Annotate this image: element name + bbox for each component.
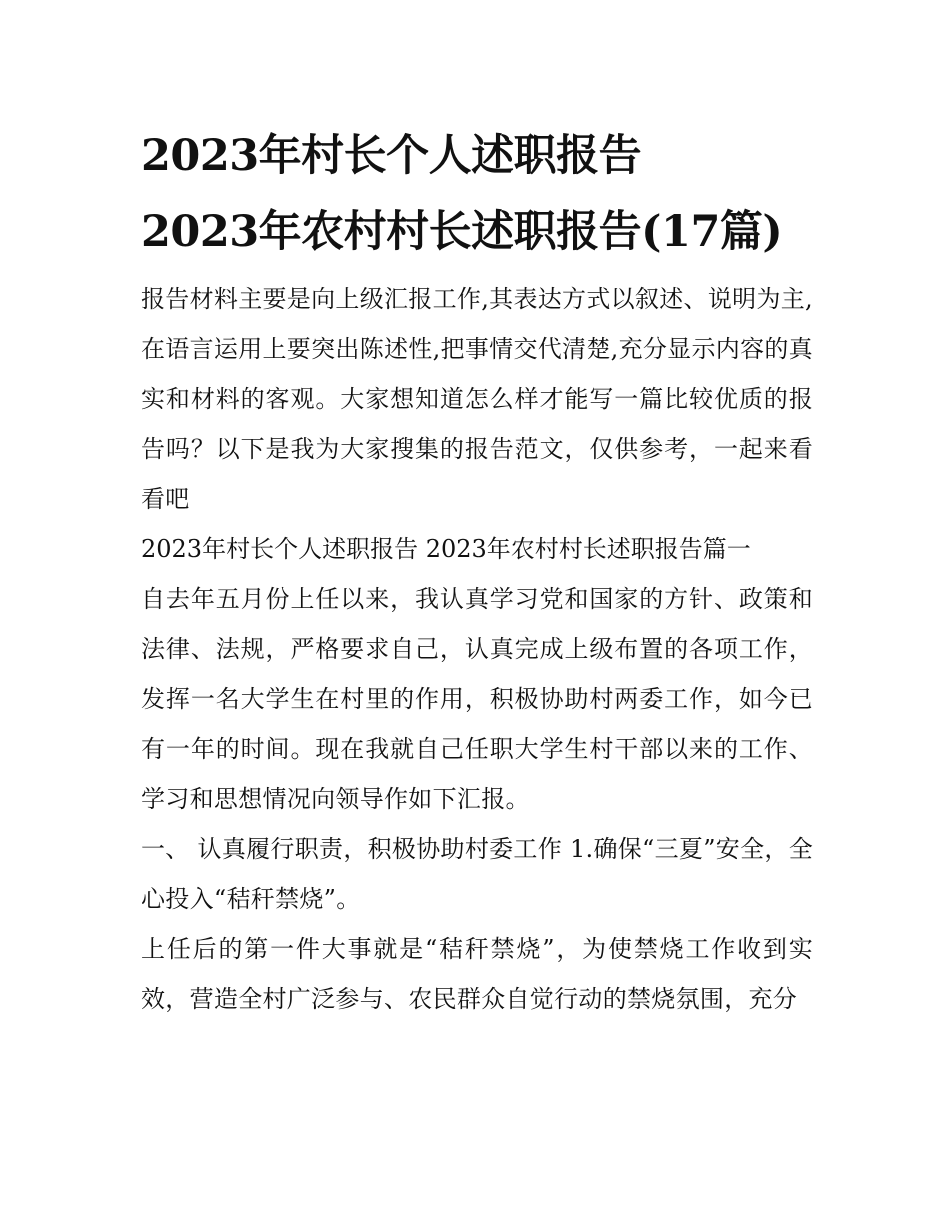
intro-paragraph: 报告材料主要是向上级汇报工作,其表达方式以叙述、说明为主,在语言运用上要突出陈述性,把事情交代清楚,充分显示内容的真实和材料的客观。大家想知道怎么样才能写一篇比较优质的报告吗？以下是我为大家搜集的报告范文，仅供参考，一起来看看吧 [141, 285, 813, 513]
title-line-2: 2023年农村村长述职报告(17篇) [141, 207, 783, 257]
body-paragraph: 一、 认真履行职责，积极协助村委工作 1.确保“三夏”安全，全心投入“秸秆禁烧”。 [141, 835, 813, 913]
body-paragraph: 上任后的第一件大事就是“秸秆禁烧”，为使禁烧工作收到实效，营造全村广泛参与、农民群众自觉行动的禁烧氛围，充分 [141, 935, 813, 1013]
document-body [141, 118, 813, 1024]
title-line-1: 2023年村长个人述职报告 [141, 131, 642, 181]
document-title [141, 118, 813, 270]
body-paragraph: 自去年五月份上任以来，我认真学习党和国家的方针、政策和法律、法规，严格要求自己，认真完成上级布置的各项工作，发挥一名大学生在村里的作用，积极协助村两委工作，如今已有一年的时间。现在我就自己任职大学生村干部以来的工作、学习和思想情况向领导作如下汇报。 [141, 585, 813, 813]
section-heading: 2023年村长个人述职报告 2023年农村村长述职报告篇一 [141, 535, 751, 563]
